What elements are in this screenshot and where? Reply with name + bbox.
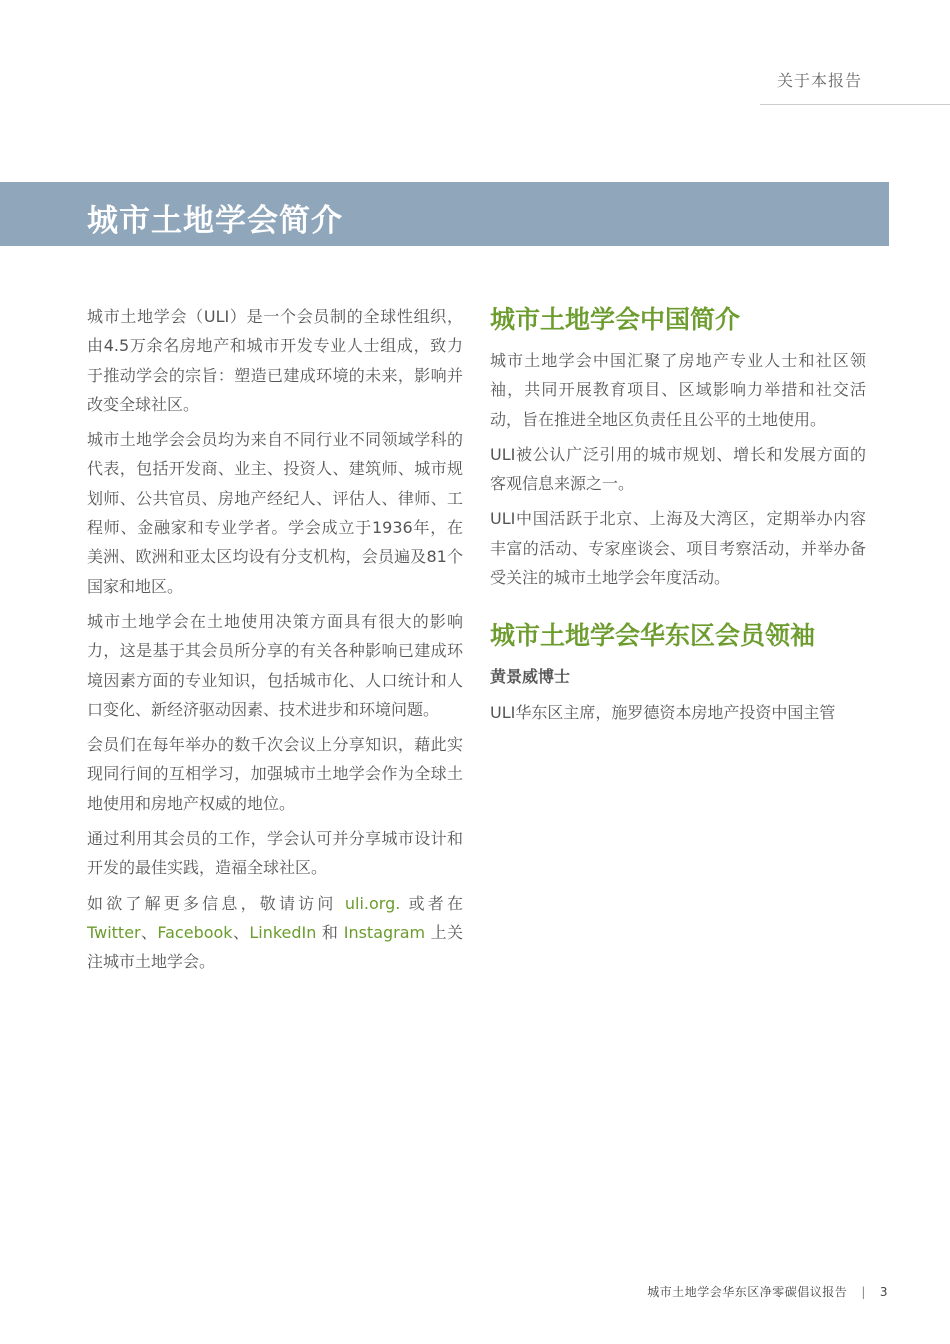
leader-title: ULI华东区主席，施罗德资本房地产投资中国主管: [490, 702, 836, 722]
right-column: [490, 302, 866, 733]
footer-report-title: 城市土地学会华东区净零碳倡议报告: [647, 1285, 848, 1299]
intro-paragraph-1: 城市土地学会（ULI）是一个会员制的全球性组织，由4.5万余名房地产和城市开发专业人士组成，致力于推动学会的宗旨：塑造已建成环境的未来，影响并改变全球社区。: [87, 307, 463, 414]
title-banner: [0, 182, 889, 246]
china-paragraph-2: ULI被公认广泛引用的城市规划、增长和发展方面的客观信息来源之一。: [490, 444, 866, 494]
instagram-link[interactable]: Instagram: [343, 922, 426, 942]
china-paragraph-3: ULI中国活跃于北京、上海及大湾区，定期举办内容丰富的活动、专家座谈会、项目考察活动，并举办备受关注的城市土地学会年度活动。: [490, 509, 866, 588]
china-section-heading: 城市土地学会中国简介: [490, 305, 741, 334]
intro-paragraph-2: 城市土地学会会员均为来自不同行业不同领域学科的代表，包括开发商、业主、投资人、建筑师、城市规划师、公共官员、房地产经纪人、评估人、律师、工程师、金融家和专业学者。学会成立于1936年，在美洲、欧洲和亚太区均设有分支机构，会员遍及81个国家和地区。: [87, 430, 463, 596]
more-info-paragraph: [87, 889, 463, 977]
leader-name: 黄景威博士: [490, 667, 571, 687]
more-info-suffix: 上关注城市土地学会。: [87, 922, 463, 972]
page-title: 城市土地学会简介: [87, 203, 343, 239]
website-link[interactable]: uli.org.: [344, 893, 401, 913]
leader-section-heading: 城市土地学会华东区会员领袖: [490, 621, 816, 651]
page-footer: [647, 1283, 888, 1300]
more-info-middle: 或者在: [400, 893, 463, 913]
section-label: 关于本报告: [776, 71, 862, 90]
more-info-and: 和: [316, 922, 344, 942]
facebook-link[interactable]: Facebook: [157, 922, 233, 942]
page-number: 3: [879, 1285, 888, 1299]
intro-paragraph-5: 通过利用其会员的工作，学会认可并分享城市设计和开发的最佳实践，造福全球社区。: [87, 829, 463, 878]
more-info-sep-2: 、: [232, 922, 250, 942]
footer-separator: |: [861, 1285, 866, 1299]
linkedin-link[interactable]: LinkedIn: [249, 922, 317, 942]
more-info-prefix: 如欲了解更多信息，敬请访问: [87, 893, 345, 913]
left-column: [87, 302, 463, 983]
intro-paragraph-4: 会员们在每年举办的数千次会议上分享知识，藉此实现同行间的互相学习，加强城市土地学会作为全球土地使用和房地产权威的地位。: [87, 735, 463, 813]
twitter-link[interactable]: Twitter: [87, 922, 141, 942]
intro-paragraph-3: 城市土地学会在土地使用决策方面具有很大的影响力，这是基于其会员所分享的有关各种影响已建成环境因素方面的专业知识，包括城市化、人口统计和人口变化、新经济驱动因素、技术进步和环境问题。: [87, 611, 463, 719]
more-info-sep-1: 、: [140, 922, 158, 942]
header-divider: [760, 104, 950, 105]
china-paragraph-1: 城市土地学会中国汇聚了房地产专业人士和社区领袖，共同开展教育项目、区域影响力举措和社交活动，旨在推进全地区负责任且公平的土地使用。: [490, 351, 866, 429]
